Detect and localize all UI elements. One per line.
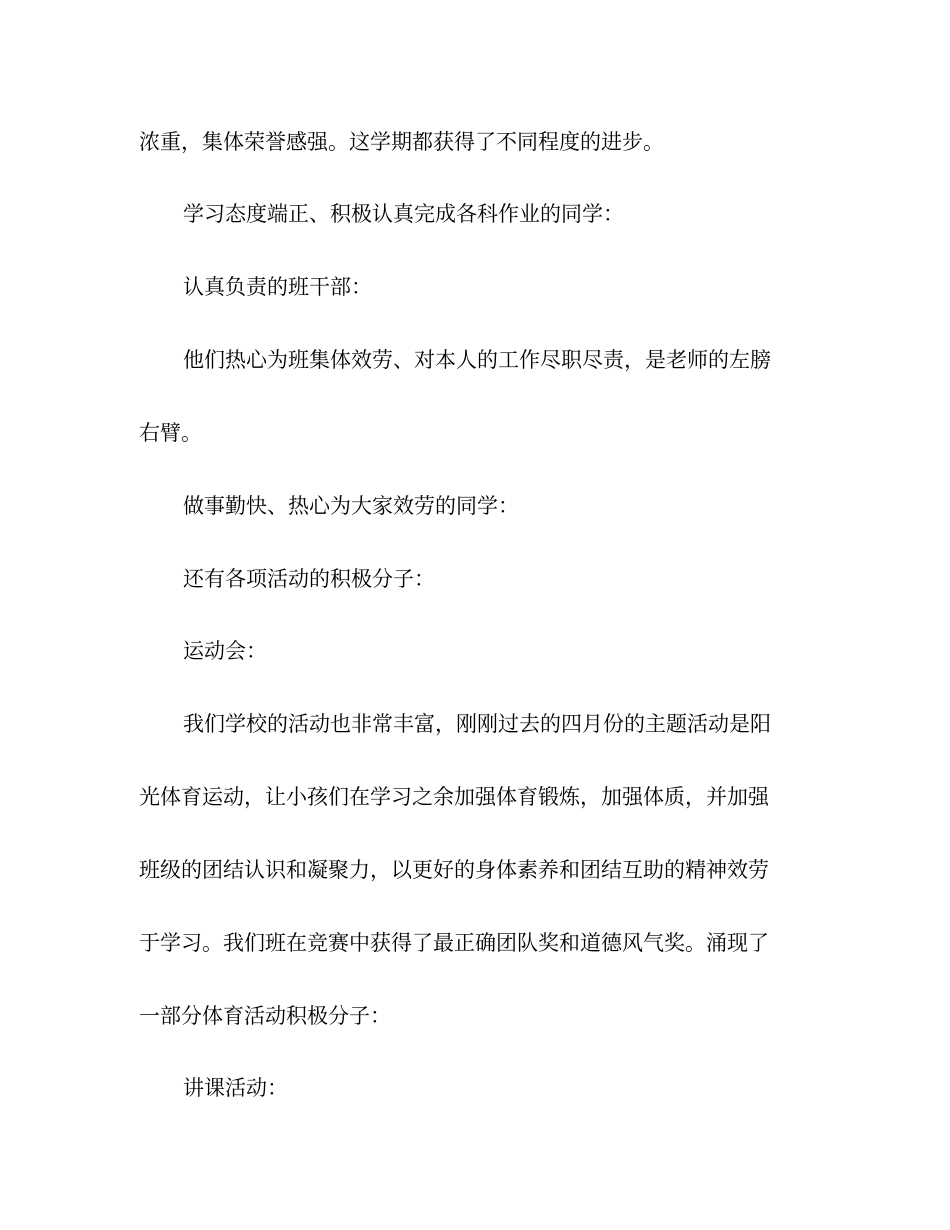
paragraph-line: 运动会：: [183, 639, 267, 663]
paragraph-line: 学习态度端正、积极认真完成各科作业的同学：: [183, 202, 624, 226]
paragraph-line: 他们热心为班集体效劳、对本人的工作尽职尽责，是老师的左膀: [183, 348, 771, 372]
paragraph-line: 浓重，集体荣誉感强。这学期都获得了不同程度的进步。: [139, 130, 664, 154]
paragraph-line: 做事勤快、热心为大家效劳的同学：: [183, 494, 519, 518]
paragraph-line: 右臂。: [139, 421, 202, 445]
paragraph-line: 光体育运动，让小孩们在学习之余加强体育锻炼，加强体质，并加强: [139, 785, 769, 809]
paragraph-line: 还有各项活动的积极分子：: [183, 567, 435, 591]
paragraph-line: 我们学校的活动也非常丰富，刚刚过去的四月份的主题活动是阳: [183, 712, 771, 736]
paragraph-line: 讲课活动：: [183, 1076, 288, 1100]
paragraph-line: 班级的团结认识和凝聚力，以更好的身体素养和团结互助的精神效劳: [139, 858, 769, 882]
paragraph-line: 于学习。我们班在竞赛中获得了最正确团队奖和道德风气奖。涌现了: [139, 931, 769, 955]
paragraph-line: 一部分体育活动积极分子：: [139, 1004, 391, 1028]
paragraph-line: 认真负责的班干部：: [183, 275, 372, 299]
